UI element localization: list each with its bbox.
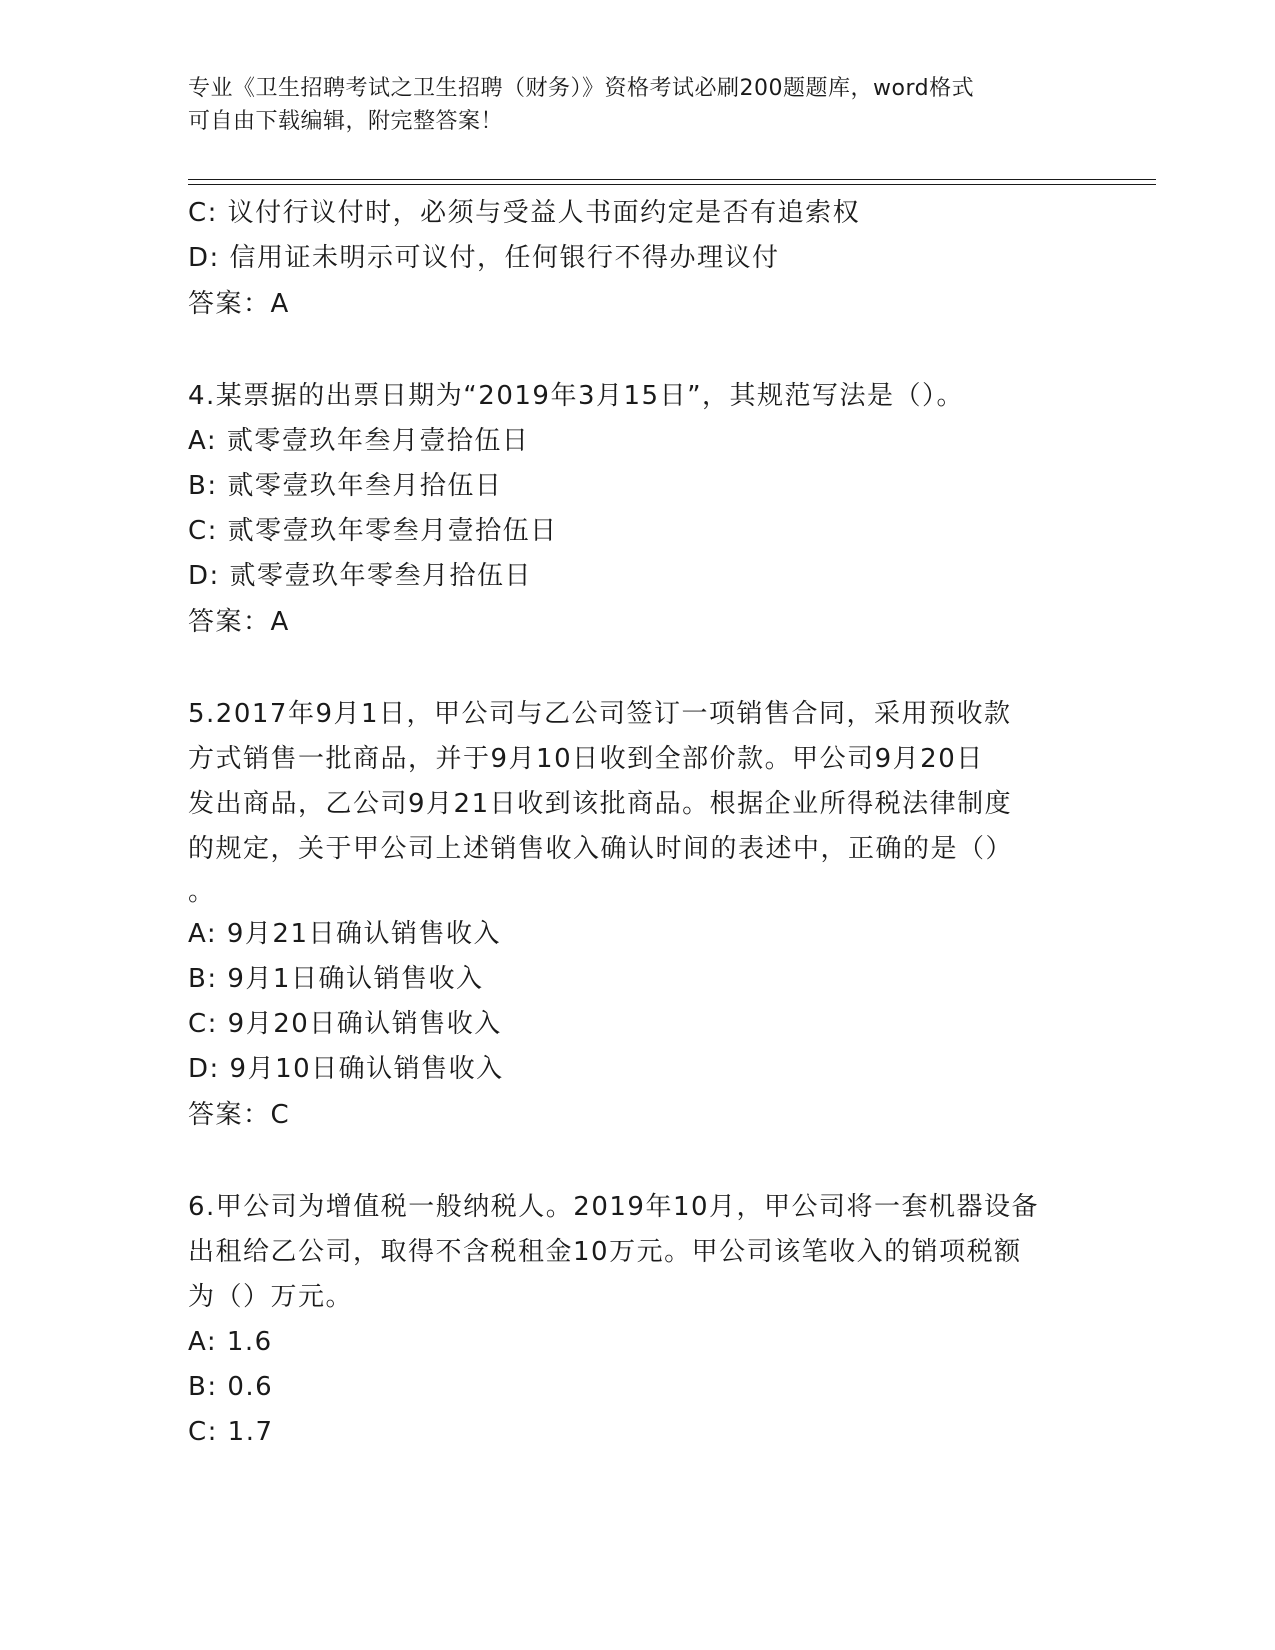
q5-stem-line-4: 的规定，关于甲公司上述销售收入确认时间的表述中，正确的是（）: [188, 834, 1014, 864]
q6-stem-line-1: 6.甲公司为增值税一般纳税人。2019年10月，甲公司将一套机器设备: [188, 1192, 1040, 1222]
q5-option-b: B: 9月1日确认销售收入: [188, 964, 484, 994]
document-header: [188, 72, 1068, 138]
q4-stem: 4.某票据的出票日期为“2019年3月15日”，其规范写法是（）。: [188, 381, 965, 411]
q6-option-a: A: 1.6: [188, 1327, 273, 1357]
q5-stem-line-3: 发出商品，乙公司9月21日收到该批商品。根据企业所得税法律制度: [188, 789, 1013, 819]
question-3: [188, 191, 1088, 327]
question-4: [188, 374, 1088, 645]
q4-option-b: B: 贰零壹玖年叁月拾伍日: [188, 471, 503, 501]
header-title-line-2: 可自由下载编辑，附完整答案！: [188, 109, 504, 134]
q4-answer: 答案：A: [188, 607, 290, 637]
q5-option-a: A: 9月21日确认销售收入: [188, 919, 501, 949]
q5-stem-line-5: 。: [188, 877, 216, 907]
q5-option-c: C: 9月20日确认销售收入: [188, 1009, 502, 1039]
header-title-line-1: 专业《卫生招聘考试之卫生招聘（财务）》资格考试必刷200题题库，word格式: [188, 76, 975, 101]
question-5: [188, 692, 1088, 1138]
q6-option-b: B: 0.6: [188, 1372, 274, 1402]
question-6: [188, 1185, 1088, 1455]
q4-option-d: D: 贰零壹玖年零叁月拾伍日: [188, 561, 533, 591]
q6-stem-line-2: 出租给乙公司，取得不含税租金10万元。甲公司该笔收入的销项税额: [188, 1237, 1022, 1267]
question-content: [188, 191, 1088, 1455]
q5-answer: 答案：C: [188, 1100, 291, 1130]
q4-option-c: C: 贰零壹玖年零叁月壹拾伍日: [188, 516, 558, 546]
q5-stem-line-1: 5.2017年9月1日，甲公司与乙公司签订一项销售合同，采用预收款: [188, 699, 1012, 729]
q5-option-d: D: 9月10日确认销售收入: [188, 1054, 504, 1084]
q3-option-c: C: 议付行议付时，必须与受益人书面约定是否有追索权: [188, 198, 861, 228]
q6-stem-line-3: 为（）万元。: [188, 1282, 354, 1312]
header-rule-bottom: [188, 184, 1156, 185]
q4-option-a: A: 贰零壹玖年叁月壹拾伍日: [188, 426, 530, 456]
spacer: [188, 1138, 1088, 1185]
q5-stem-line-2: 方式销售一批商品，并于9月10日收到全部价款。甲公司9月20日: [188, 744, 984, 774]
q3-option-d: D: 信用证未明示可议付，任何银行不得办理议付: [188, 243, 780, 273]
q3-answer: 答案：A: [188, 289, 290, 319]
q6-option-c: C: 1.7: [188, 1417, 274, 1447]
header-rule-top: [188, 179, 1156, 180]
spacer: [188, 645, 1088, 692]
spacer: [188, 327, 1088, 374]
